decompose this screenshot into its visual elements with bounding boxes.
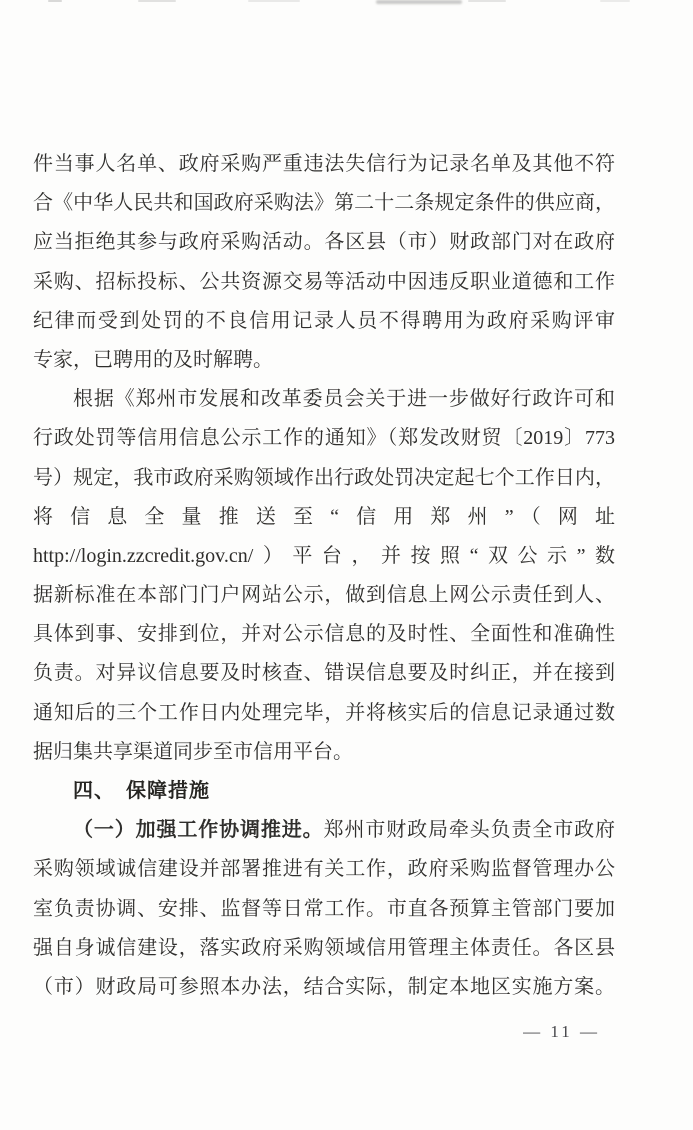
text-line (33, 811, 615, 850)
text-run: 郑州市财政局牵头负责全市政府 (323, 819, 616, 842)
text-line: 行政处罚等信用信息公示工作的通知》（郑发改财贸〔2019〕773 (33, 427, 615, 450)
scan-artifact (376, 0, 462, 4)
page-number: — 11 — (523, 1022, 600, 1041)
text-line: 据归集共享渠道同步至市信用平台。 (33, 740, 353, 763)
text-line: 专家，已聘用的及时解聘。 (33, 348, 273, 371)
text-line: 将信息全量推送至“信用郑州”（网址 (33, 505, 615, 528)
text-line: 根据《郑州市发展和改革委员会关于进一步做好行政许可和 (73, 388, 615, 411)
text-line: 合《中华人民共和国政府采购法》第二十二条规定条件的供应商， (33, 192, 615, 215)
text-line: 具体到事、安排到位，并对公示信息的及时性、全面性和准确性 (33, 623, 615, 646)
text-line: 件当事人名单、政府采购严重违法失信行为记录名单及其他不符 (33, 153, 615, 175)
scan-artifact (248, 0, 300, 2)
text-line: 纪律而受到处罚的不良信用记录人员不得聘用为政府采购评审 (33, 309, 615, 332)
text-line: 应当拒绝其参与政府采购活动。各区县（市）财政部门对在政府 (33, 231, 615, 254)
text-line: 采购领域诚信建设并部署推进有关工作，政府采购监督管理办公 (33, 858, 615, 881)
scan-artifact (48, 0, 62, 2)
text-line: 室负责协调、安排、监督等日常工作。市直各预算主管部门要加 (33, 897, 615, 920)
text-line: 通知后的三个工作日内处理完毕，并将核实后的信息记录通过数 (33, 701, 615, 724)
text-line: 据新标准在本部门门户网站公示，做到信息上网公示责任到人、 (33, 584, 615, 607)
scan-artifact (138, 0, 176, 2)
scan-artifact (600, 0, 630, 2)
text-line: 强自身诚信建设，落实政府采购领域信用管理主体责任。各区县 (33, 936, 615, 959)
text-line: 采购、招标投标、公共资源交易等活动中因违反职业道德和工作 (33, 270, 615, 293)
text-line: 号）规定，我市政府采购领域作出行政处罚决定起七个工作日内， (33, 466, 615, 489)
section-heading: 四、 保障措施 (73, 780, 210, 802)
text-line-url: http://login.zzcredit.gov.cn/）平台，并按照“双公示”数 (33, 544, 615, 567)
text-line: 负责。对异议信息要及时核查、错误信息要及时纠正，并在接到 (33, 662, 615, 685)
text-line: （市）财政局可参照本办法，结合实际，制定本地区实施方案。 (33, 975, 615, 998)
body-text (33, 145, 615, 1007)
scan-artifact (468, 0, 506, 2)
subsection-lead: （一）加强工作协调推进。 (73, 819, 324, 842)
